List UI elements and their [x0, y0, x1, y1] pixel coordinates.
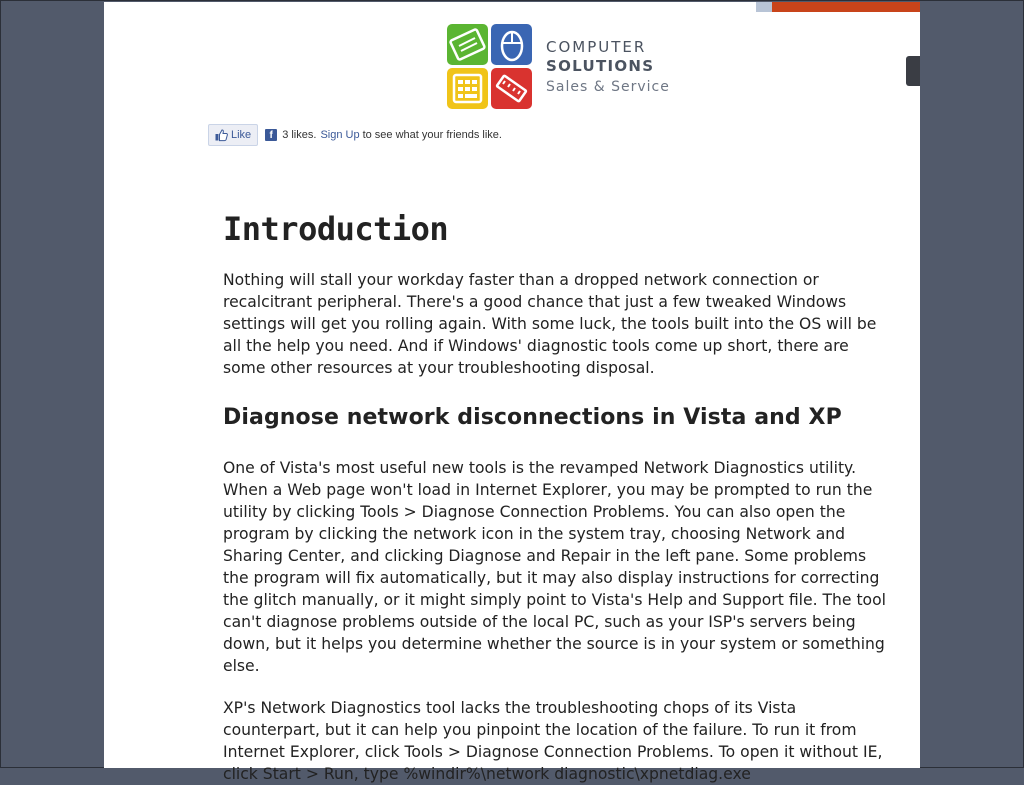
- xp-paragraph: XP's Network Diagnostics tool lacks the troubleshooting chops of its Vista counterpart, but it can help you pinpoint the location of the failure. To run it from Internet Explorer, click Tools > Diagnose Connection Problems. To open it without IE, click Start > Run, type %windir%\network diagnostic\xpnetdiag.exe: [223, 699, 883, 783]
- calculator-icon: [447, 68, 488, 109]
- like-count: 3 likes.: [282, 129, 317, 141]
- mouse-icon: [491, 24, 532, 65]
- logo-line-solutions: SOLUTIONS: [546, 57, 655, 75]
- memory-chip-icon: [491, 68, 532, 109]
- thumbs-up-icon: [215, 129, 228, 141]
- header-accent-band: [772, 2, 920, 12]
- article-heading: Introduction: [223, 210, 449, 248]
- side-handle[interactable]: [906, 56, 920, 86]
- facebook-like-bar: [208, 123, 502, 147]
- logo-line-computer: COMPUTER: [546, 38, 647, 56]
- logo-text: [546, 40, 670, 94]
- logo-line-tagline: Sales & Service: [546, 79, 670, 95]
- section-heading: Diagnose network disconnections in Vista and XP: [223, 405, 842, 430]
- vista-paragraph: One of Vista's most useful new tools is the revamped Network Diagnostics utility. When a Web page won't load in Internet Explorer, you may be prompted to run the utility by clicking Tools > Diagnose Connection Problems. You can also open the program by clicking the network icon in the system tray, choosing Network and Sharing Center, and clicking Diagnose and Repair in the left pane. Some problems the program will fix automatically, but it may also display instructions for correcting the glitch manually, or it might simply point to Vista's Help and Support file. The tool can't diagnose problems outside of the local PC, such as your ISP's servers being down, but it helps you determine whether the source is in your system or something else.: [223, 459, 886, 675]
- like-button[interactable]: [208, 124, 258, 146]
- keyboard-icon: [447, 24, 488, 65]
- signup-link[interactable]: Sign Up: [320, 129, 360, 141]
- intro-paragraph: Nothing will stall your workday faster than a dropped network connection or recalcitrant peripheral. There's a good chance that just a few tweaked Windows settings will get you rolling again. With some luck, the tools built into the OS will be all the help you need. And if Windows' diagnostic tools come up short, there are some other resources at your troubleshooting disposal.: [223, 271, 877, 377]
- logo-tiles: [447, 24, 535, 112]
- facebook-icon: f: [265, 129, 277, 141]
- document-page: [104, 2, 920, 783]
- like-suffix-text: to see what your friends like.: [362, 129, 502, 141]
- company-logo: [447, 24, 677, 114]
- article-body: [223, 207, 891, 785]
- like-button-label: Like: [231, 129, 252, 141]
